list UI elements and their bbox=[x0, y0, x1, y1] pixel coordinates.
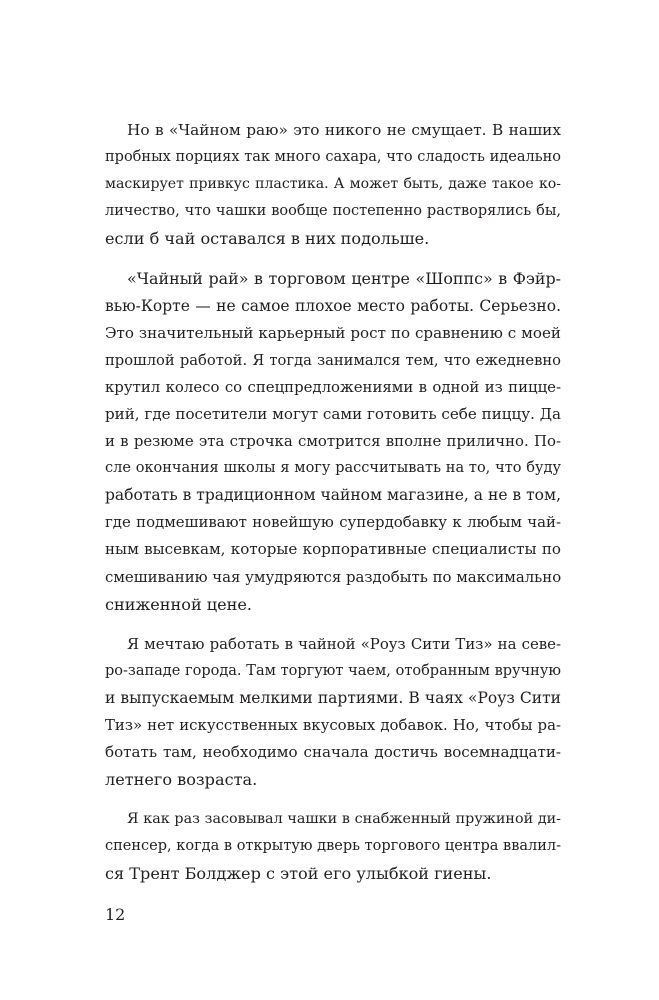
paragraph-1 bbox=[105, 117, 561, 252]
text-line: рий, где посетители могут сами готовить себе пиццу. Да bbox=[105, 404, 561, 423]
paragraph-3 bbox=[105, 631, 561, 794]
text-line: Тиз» нет искусственных вкусовых добавок. Но, чтобы ра- bbox=[105, 715, 561, 734]
text-line: пробных порциях так много сахара, что сладость идеально bbox=[105, 149, 561, 166]
text-line: работать в традиционном чайном магазине, а не в том, bbox=[105, 486, 561, 505]
text-line: ным высевкам, которые корпоративные специалисты по bbox=[105, 540, 561, 559]
text-line: ро-западе города. Там торгуют чаем, отобранным вручную bbox=[105, 662, 561, 679]
page-number: 12 bbox=[105, 905, 126, 924]
body-text bbox=[105, 117, 561, 901]
text-line: спенсер, когда в открытую дверь торгового центра ввалил- bbox=[105, 838, 561, 855]
text-line: «Чайный рай» в торговом центре «Шоппс» в Фэйр- bbox=[127, 269, 561, 289]
text-line: Но в «Чайном раю» это никого не смущает. В наших bbox=[127, 121, 561, 139]
text-line: Я как раз засовывал чашки в снабженный пружиной ди- bbox=[127, 811, 561, 828]
text-line: смешиванию чая умудряются раздобыть по максимально bbox=[105, 567, 562, 586]
text-line: летнего возраста. bbox=[105, 770, 258, 790]
text-line: и в резюме эта строчка смотрится вполне прилично. По- bbox=[105, 432, 561, 451]
text-line: вью-Корте — не самое плохое место работы. Серьезно. bbox=[105, 296, 561, 315]
paragraph-4 bbox=[105, 806, 561, 887]
text-line: ся Трент Болджер с этой его улыбкой гиены. bbox=[105, 864, 492, 884]
text-line: сниженной цене. bbox=[105, 594, 253, 614]
text-line: прошлой работой. Я тогда занимался тем, что ежедневно bbox=[105, 351, 561, 369]
text-line: маскирует привкус пластика. А может быть, даже такое ко- bbox=[105, 176, 561, 193]
text-line: сле окончания школы я могу рассчитывать на то, что буду bbox=[105, 460, 561, 477]
text-line: и выпускаемым мелкими партиями. В чаях «Роуз Сити bbox=[105, 688, 561, 707]
text-line: ботать там, необходимо сначала достичь восемнадцати- bbox=[105, 743, 561, 762]
text-line: личество, что чашки вообще постепенно растворялись бы, bbox=[105, 203, 561, 220]
text-line: если б чай оставался в них подольше. bbox=[105, 229, 430, 249]
text-line: где подмешивают новейшую супердобавку к любым чай- bbox=[105, 513, 561, 532]
text-line: Это значительный карьерный рост по сравнению с моей bbox=[105, 323, 561, 342]
text-line: крутил колесо со спецпредложениями в одной из пицце- bbox=[105, 377, 561, 396]
paragraph-2 bbox=[105, 265, 561, 617]
text-line: Я мечтаю работать в чайной «Роуз Сити Тиз» на севе- bbox=[127, 634, 561, 653]
